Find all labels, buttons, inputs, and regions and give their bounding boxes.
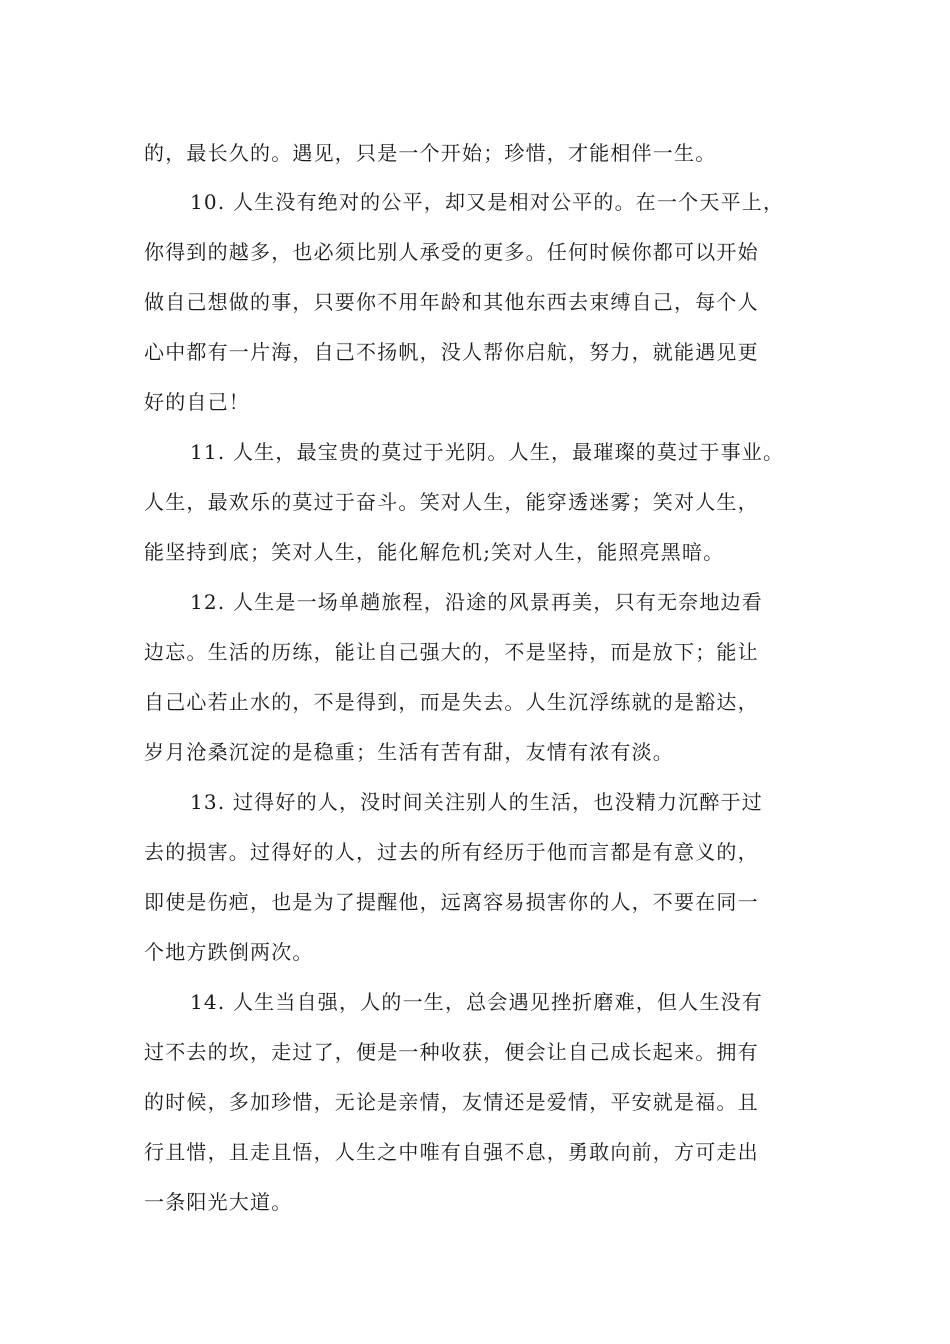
text-line: 能坚持到底；笑对人生，能化解危机;笑对人生，能照亮黑暗。 — [144, 540, 725, 564]
text-line: 好的自己！ — [144, 390, 250, 414]
text-line: 10. 人生没有绝对的公平，却又是相对公平的。在一个天平上， — [190, 190, 785, 214]
text-line: 13. 过得好的人，没时间关注别人的生活，也没精力沉醉于过 — [190, 790, 763, 814]
text-line: 的，最长久的。遇见，只是一个开始；珍惜，才能相伴一生。 — [144, 141, 717, 165]
text-line: 即使是伤疤，也是为了提醒他，远离容易损害你的人，不要在同一 — [144, 890, 759, 914]
text-line: 人生，最欢乐的莫过于奋斗。笑对人生，能穿透迷雾；笑对人生， — [144, 490, 759, 514]
text-line: 一条阳光大道。 — [144, 1190, 293, 1214]
text-line: 行且惜，且走且悟，人生之中唯有自强不息，勇敢向前，方可走出 — [144, 1140, 759, 1164]
text-line: 14. 人生当自强，人的一生，总会遇见挫折磨难，但人生没有 — [190, 990, 763, 1014]
text-line: 12. 人生是一场单趟旅程，沿途的风景再美，只有无奈地边看 — [190, 590, 763, 614]
text-line: 边忘。生活的历练，能让自己强大的，不是坚持，而是放下；能让 — [144, 640, 759, 664]
text-line: 11. 人生，最宝贵的莫过于光阴。人生，最璀璨的莫过于事业。 — [190, 440, 785, 464]
text-line: 个地方跌倒两次。 — [144, 940, 314, 964]
text-line: 自己心若止水的，不是得到，而是失去。人生沉浮练就的是豁达， — [144, 690, 759, 714]
text-line: 去的损害。过得好的人，过去的所有经历于他而言都是有意义的， — [144, 840, 759, 864]
text-line: 岁月沧桑沉淀的是稳重；生活有苦有甜，友情有浓有淡。 — [144, 740, 674, 764]
text-line: 做自己想做的事，只要你不用年龄和其他东西去束缚自己，每个人 — [144, 290, 759, 314]
text-line: 心中都有一片海，自己不扬帆，没人帮你启航，努力，就能遇见更 — [144, 340, 759, 364]
text-line: 过不去的坎，走过了，便是一种收获，便会让自己成长起来。拥有 — [144, 1040, 759, 1064]
text-line: 的时候，多加珍惜，无论是亲情，友情还是爱情，平安就是福。且 — [144, 1090, 759, 1114]
text-line: 你得到的越多，也必须比别人承受的更多。任何时候你都可以开始 — [144, 240, 759, 264]
